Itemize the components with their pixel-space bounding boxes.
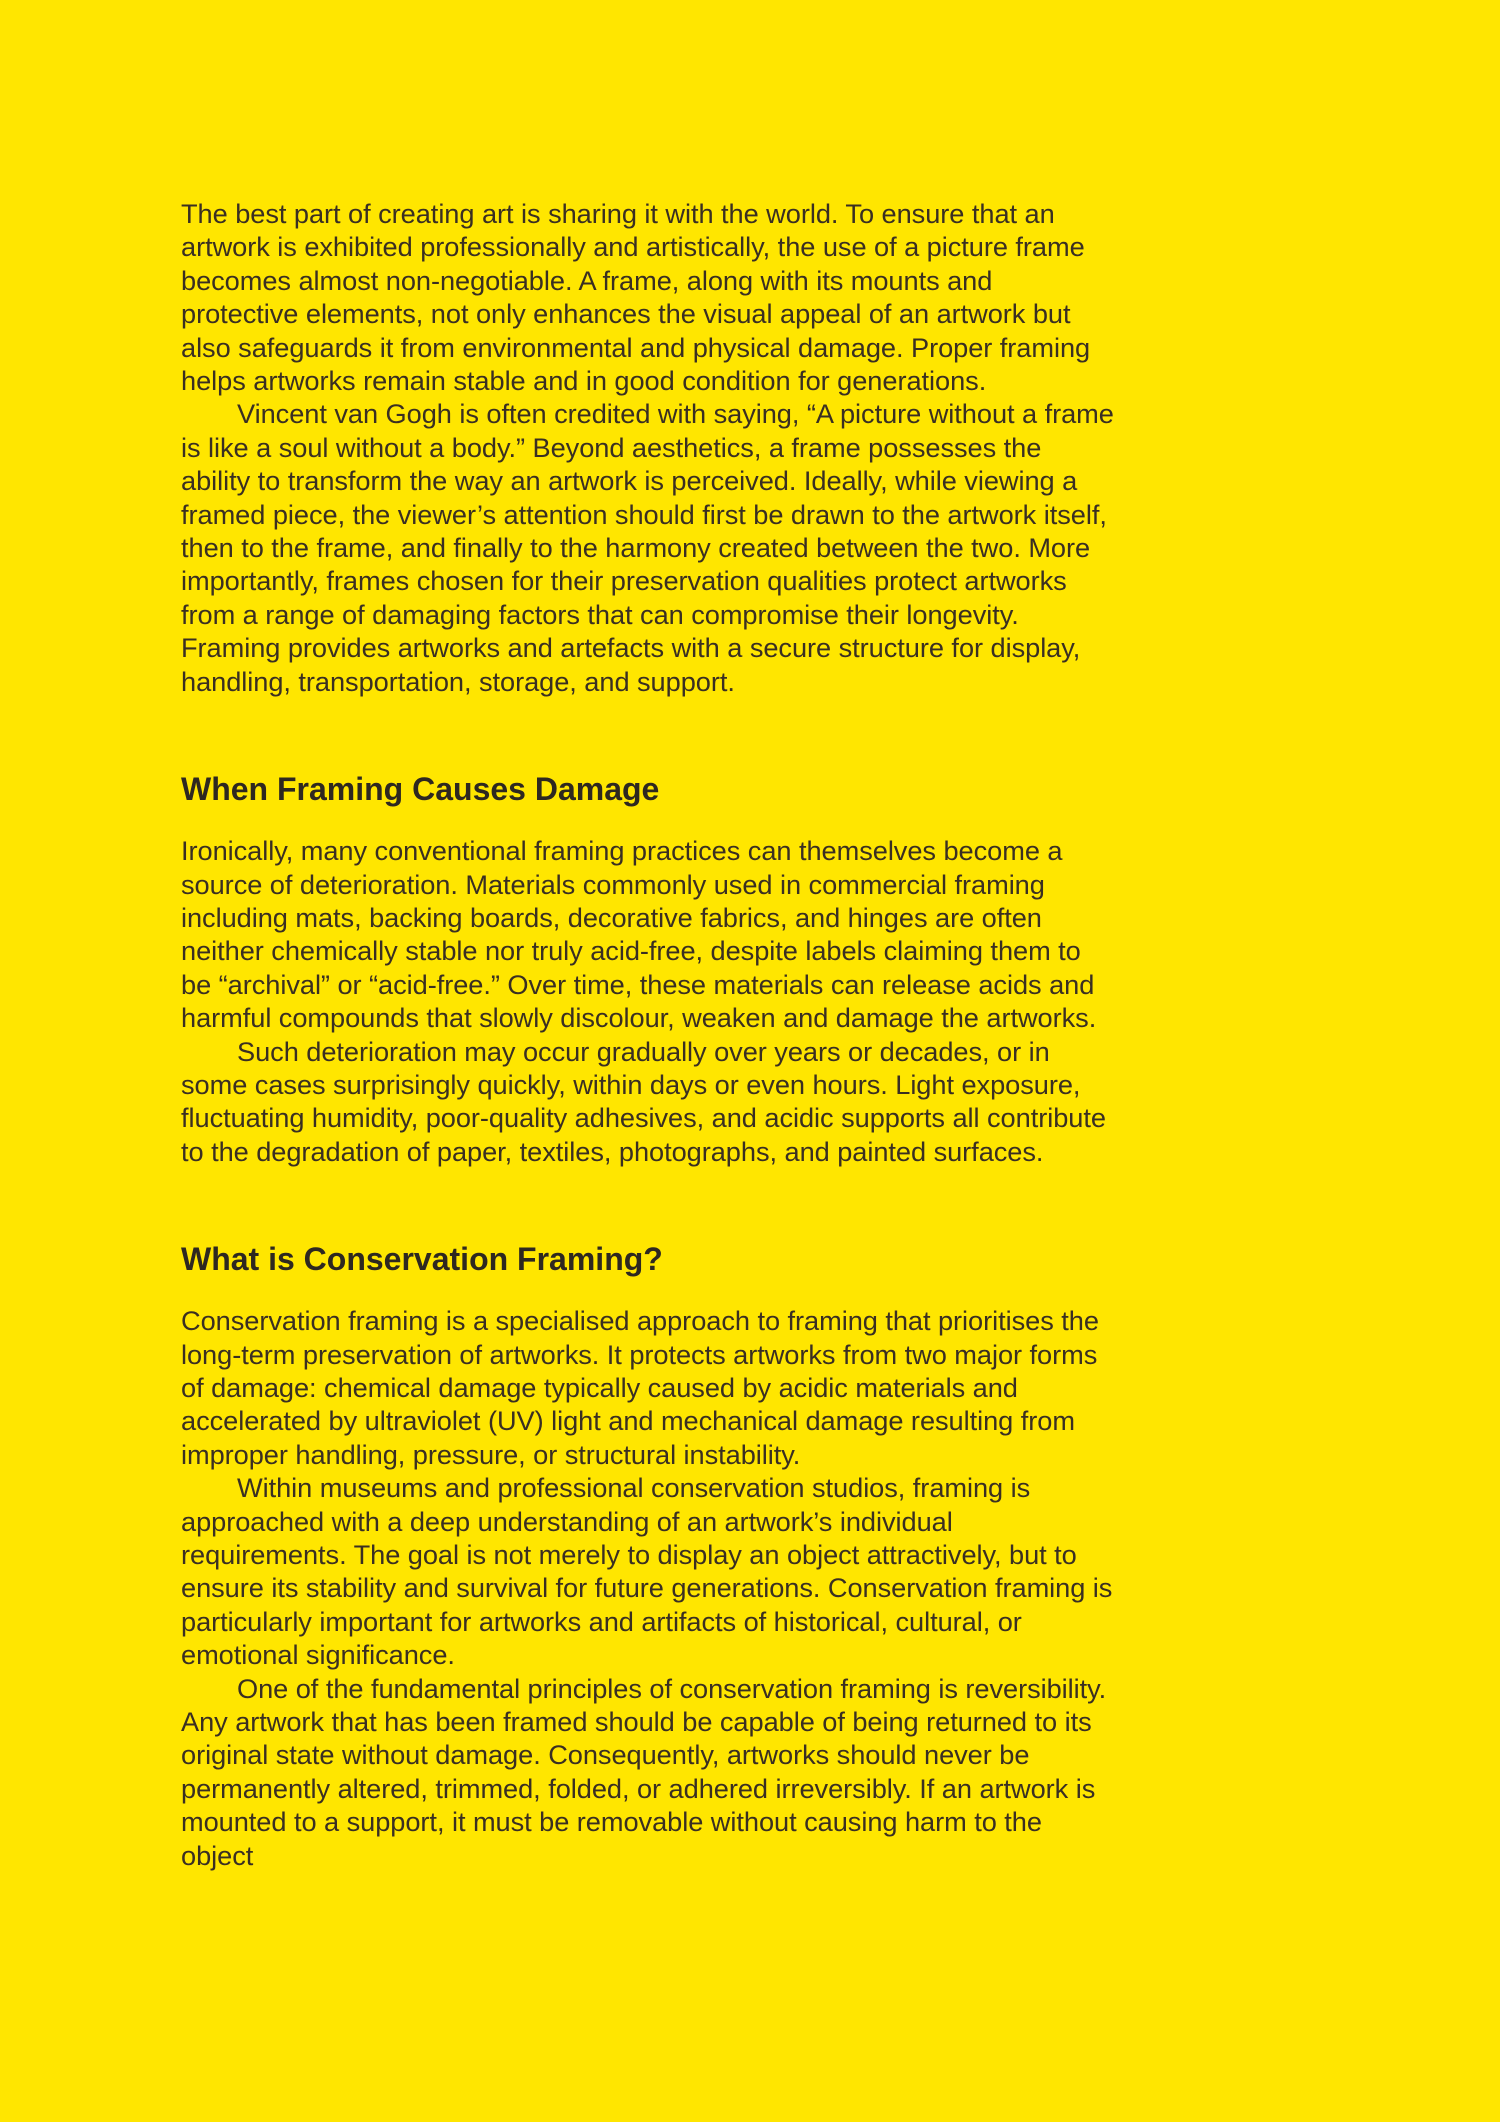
conservation-paragraph-3: One of the fundamental principles of conservation framing is reversibility. Any artwork that has been framed should be capable of being returned to its original state without damage. Consequently, artworks should never be permanently altered, trimmed, folded, or adhered irreversibly. If an artwork is mounted to a support, it must be removable without causing harm to the object bbox=[181, 1672, 1107, 1871]
damage-paragraph-1: Ironically, many conventional framing practices can themselves become a source of deterioration. Materials commonly used in commercial framing including mats, backing boards, decorative fabrics, and hinges are often neither chemically stable nor truly acid-free, despite labels claiming them to be “archival” or “acid-free.” Over time, these materials can release acids and harmful compounds that slowly discolour, weaken and damage the artworks. bbox=[181, 835, 1097, 1034]
heading-spacer bbox=[181, 809, 1116, 834]
intro-paragraph-2: Vincent van Gogh is often credited with saying, “A picture without a frame is like a soul without a body.” Beyond aesthetics, a frame possesses the ability to transform the way an artwork is perceived. Ideally, while viewing a framed piece, the viewer’s attention should first be drawn to the artwork itself, then to the frame, and finally to the harmony created between the two. More importantly, frames chosen for their preservation qualities protect artworks from a range of damaging factors that can compromise their longevity. Framing provides artworks and artefacts with a secure structure for display, handling, transportation, storage, and support. bbox=[181, 398, 1114, 697]
section-spacer bbox=[181, 698, 1116, 769]
conservation-paragraph-1: Conservation framing is a specialised approach to framing that prioritises the long-term preservation of artworks. It protects artworks from two major forms of damage: chemical damage typically caused by acidic materials and accelerated by ultraviolet (UV) light and mechanical damage resulting from improper handling, pressure, or structural instability. bbox=[181, 1305, 1099, 1470]
intro-paragraph-1: The best part of creating art is sharing it with the world. To ensure that an artwork is exhibited professionally and artistically, the use of a picture frame becomes almost non-negotiable. A frame, along with its mounts and protective elements, not only enhances the visual appeal of an artwork but also safeguards it from environmental and physical damage. Proper framing helps artworks remain stable and in good condition for generations. bbox=[181, 198, 1091, 397]
article-body bbox=[181, 197, 1116, 1872]
section-heading-damage: When Framing Causes Damage bbox=[181, 771, 660, 808]
heading-spacer bbox=[181, 1279, 1116, 1304]
section-spacer bbox=[181, 1168, 1116, 1239]
damage-paragraph-2: Such deterioration may occur gradually over years or decades, or in some cases surprisingly quickly, within days or even hours. Light exposure, fluctuating humidity, poor-quality adhesives, and acidic supports all contribute to the degradation of paper, textiles, photographs, and painted surfaces. bbox=[181, 1035, 1106, 1167]
section-heading-conservation: What is Conservation Framing? bbox=[181, 1241, 663, 1278]
conservation-paragraph-2: Within museums and professional conservation studios, framing is approached with a deep understanding of an artwork’s individual requirements. The goal is not merely to display an object attractively, but to ensure its stability and survival for future generations. Conservation framing is particularly important for artworks and artifacts of historical, cultural, or emotional significance. bbox=[181, 1472, 1113, 1671]
